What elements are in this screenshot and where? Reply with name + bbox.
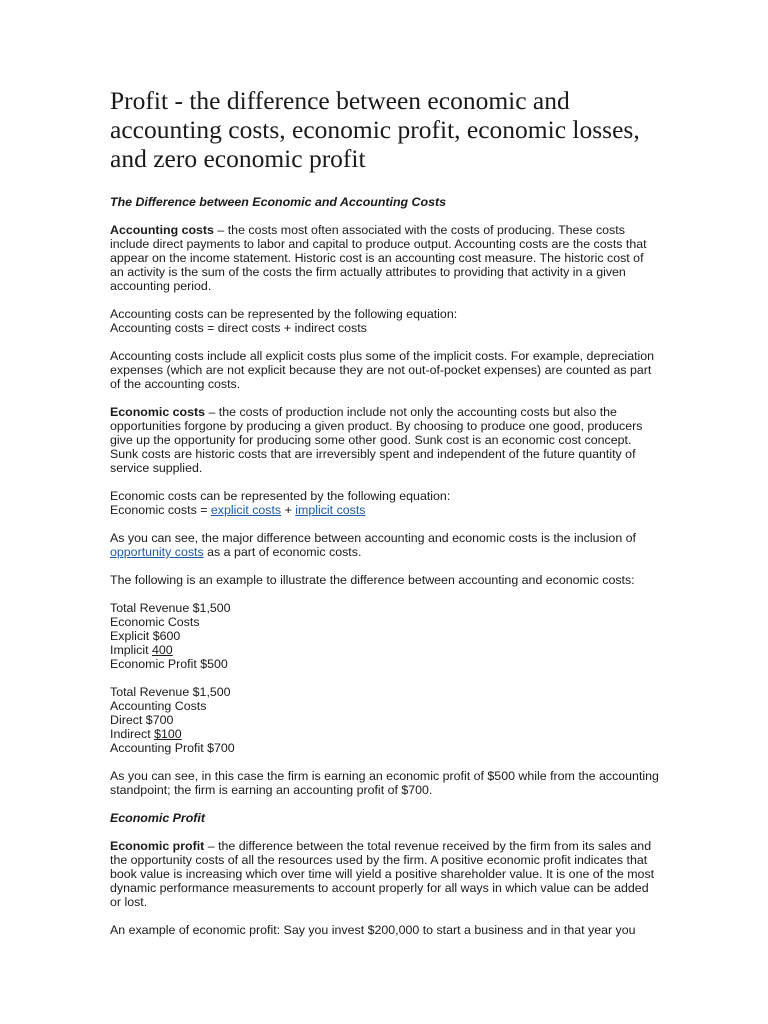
- economic-equation: [110, 503, 660, 517]
- economic-profit-paragraph: [110, 839, 660, 909]
- econ-example-explicit: Explicit $600: [110, 629, 181, 643]
- econ-example-implicit-value: 400: [152, 643, 173, 657]
- difference-suffix: as a part of economic costs.: [203, 545, 362, 559]
- accounting-costs-paragraph: [110, 223, 660, 293]
- document-content: [110, 86, 660, 951]
- opportunity-costs-link[interactable]: opportunity costs: [110, 545, 204, 559]
- acc-example-label: Accounting Costs: [110, 699, 207, 713]
- accounting-equation: Accounting costs = direct costs + indirect costs: [110, 321, 367, 335]
- econ-example-profit: Economic Profit $500: [110, 657, 228, 671]
- section-heading-economic-profit: Economic Profit: [110, 811, 206, 825]
- difference-prefix: As you can see, the major difference between accounting and economic costs is the inclusion of: [110, 531, 636, 545]
- economic-profit-term: Economic profit: [110, 839, 205, 853]
- economic-profit-example: An example of economic profit: Say you invest $200,000 to start a business and in that year you: [110, 923, 636, 937]
- example-intro-paragraph: The following is an example to illustrate the difference between accounting and economic costs:: [110, 573, 635, 587]
- accounting-include-paragraph: Accounting costs include all explicit costs plus some of the implicit costs. For example, depreciation expenses (which are not explicit because they are not out-of-pocket expenses) are counted as part of the accounting costs.: [110, 349, 655, 391]
- economic-costs-term: Economic costs: [110, 405, 206, 419]
- acc-example-indirect: [110, 727, 660, 741]
- economic-example-block: [110, 601, 660, 671]
- conclusion-paragraph: As you can see, in this case the firm is earning an economic profit of $500 while from the accounting standpoint; the firm is earning an accounting profit of $700.: [110, 769, 659, 797]
- economic-equation-prefix: Economic costs =: [110, 503, 211, 517]
- acc-example-indirect-value: $100: [154, 727, 182, 741]
- economic-equation-paragraph: [110, 489, 660, 517]
- page-title: Profit - the difference between economic and accounting costs, economic profit, economic losses, and zero economic profit: [110, 86, 640, 173]
- section-heading-costs: The Difference between Economic and Accounting Costs: [110, 195, 446, 209]
- econ-example-implicit-label: Implicit: [110, 643, 152, 657]
- economic-costs-definition: – the costs of production include not only the accounting costs but also the opportunities forgone by producing a given product. By choosing to produce one good, producers give up the opportunity for producing some other good. Sunk cost is an economic cost concept. Sunk costs are historic costs that are irreversibly spent and independent of the future quantity of service supplied.: [110, 405, 643, 475]
- difference-paragraph: [110, 531, 660, 559]
- accounting-costs-term: Accounting costs: [110, 223, 214, 237]
- acc-example-profit: Accounting Profit $700: [110, 741, 235, 755]
- accounting-equation-intro: Accounting costs can be represented by the following equation:: [110, 307, 458, 321]
- acc-example-indirect-label: Indirect: [110, 727, 155, 741]
- econ-example-implicit: [110, 643, 660, 657]
- econ-example-total-revenue: Total Revenue $1,500: [110, 601, 231, 615]
- economic-equation-plus: +: [281, 503, 296, 517]
- econ-example-label: Economic Costs: [110, 615, 200, 629]
- implicit-costs-link[interactable]: implicit costs: [295, 503, 366, 517]
- economic-costs-paragraph: [110, 405, 660, 475]
- accounting-equation-paragraph: [110, 307, 660, 335]
- economic-profit-definition: – the difference between the total revenue received by the firm from its sales and the opportunity costs of all the resources used by the firm. A positive economic profit indicates that book value is increasing which over time will yield a positive shareholder value. It is one of the most dynamic performance measurements to account properly for all ways in which value can be added or lost.: [110, 839, 655, 909]
- acc-example-total-revenue: Total Revenue $1,500: [110, 685, 231, 699]
- accounting-costs-definition: – the costs most often associated with the costs of producing. These costs include direct payments to labor and capital to produce output. Accounting costs are the costs that appear on the income statement. Historic cost is an accounting cost measure. The historic cost of an activity is the sum of the costs the firm actually attributes to providing that activity in a given accounting period.: [110, 223, 647, 293]
- accounting-example-block: [110, 685, 660, 755]
- acc-example-direct: Direct $700: [110, 713, 174, 727]
- economic-equation-intro: Economic costs can be represented by the following equation:: [110, 489, 451, 503]
- explicit-costs-link[interactable]: explicit costs: [210, 503, 282, 517]
